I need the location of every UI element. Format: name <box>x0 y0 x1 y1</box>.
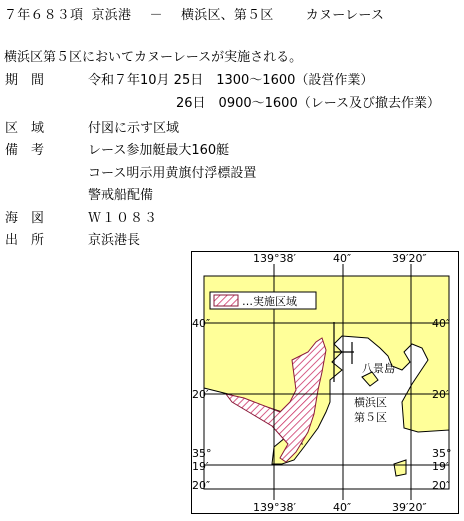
period-line-2: 26日 0900～1600（レース及び撤去作業） <box>176 96 441 111</box>
lat-label-right: 20″ <box>432 479 451 492</box>
lat-label-right: 20′ <box>432 388 449 401</box>
notice-port: 京浜港 <box>91 8 132 23</box>
remark-item: レース参加艇最大160艇 <box>88 143 230 158</box>
chart-drawing <box>192 252 460 515</box>
remark-item: 警戒船配備 <box>88 188 154 203</box>
lat-label-right: 19′ <box>432 460 449 473</box>
notice-event: カヌーレース <box>305 8 385 23</box>
period-line-1: 令和７年10月 25日 1300～1600（設営作業） <box>88 73 374 88</box>
place-zone-line1: 横浜区 <box>354 396 387 409</box>
period-label: 期 間 <box>5 73 45 88</box>
remarks-label: 備 考 <box>5 143 45 158</box>
place-hakkeijima: 八景島 <box>362 362 395 375</box>
area-label: 区 域 <box>5 121 45 136</box>
notice-intro: 横浜区第５区においてカヌーレースが実施される。 <box>4 50 303 65</box>
lon-label-top: 40″ <box>333 252 352 265</box>
place-zone-line2: 第５区 <box>354 411 387 424</box>
lon-label-bottom: 139°38′ <box>253 501 296 514</box>
notice-dash: － <box>149 8 163 23</box>
source-value: 京浜港長 <box>88 233 141 248</box>
lat-label-left: 35° <box>192 447 212 460</box>
lon-label-bottom: 39′20″ <box>392 501 427 514</box>
notice-area: 横浜区、第５区 <box>181 8 274 23</box>
chart-label: 海 図 <box>5 211 45 226</box>
lat-label-left: 20′ <box>192 388 209 401</box>
lon-label-top: 139°38′ <box>253 252 296 265</box>
legend-swatch <box>214 295 238 306</box>
chart-number: Ｗ１０８３ <box>88 211 159 226</box>
source-label: 出 所 <box>5 233 45 248</box>
notice-item-number: ７年６８３項 <box>4 8 84 23</box>
lat-label-left: 19′ <box>192 460 209 473</box>
lat-label-right: 35° <box>432 447 452 460</box>
area-value: 付図に示す区域 <box>88 121 180 136</box>
lon-label-bottom: 40″ <box>333 501 352 514</box>
attached-chart <box>191 251 459 514</box>
lat-label-left: 40″ <box>192 317 211 330</box>
lat-label-right: 40″ <box>432 317 451 330</box>
lon-label-top: 39′20″ <box>392 252 427 265</box>
legend-label: …実施区域 <box>242 295 297 308</box>
remark-item: コース明示用黄旗付浮標設置 <box>88 166 257 181</box>
lat-label-left: 20″ <box>192 479 211 492</box>
notice-title <box>4 8 384 24</box>
